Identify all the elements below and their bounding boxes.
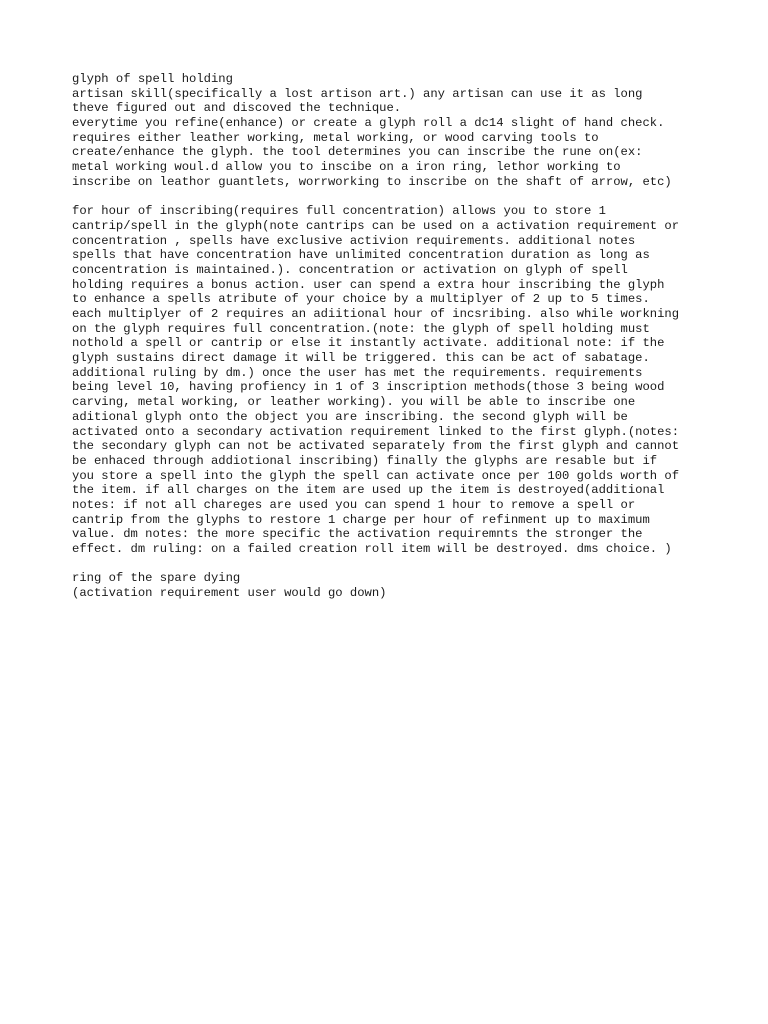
text-line: holding requires a bonus action. user can spend a extra hour inscribing the glyph <box>72 277 665 292</box>
document-body <box>72 72 712 615</box>
text-line: create/enhance the glyph. the tool determines you can inscribe the rune on(ex: <box>72 145 643 160</box>
text-line: concentration , spells have exclusive activion requirements. additional notes <box>72 233 636 248</box>
text-line: for hour of inscribing(requires full concentration) allows you to store 1 <box>72 204 606 219</box>
text-line: effect. dm ruling: on a failed creation roll item will be destroyed. dms choice. ) <box>72 542 672 556</box>
text-line: on the glyph requires full concentration.(note: the glyph of spell holding must <box>72 321 650 336</box>
text-line: nothold a spell or cantrip or else it instantly activate. additional note: if the <box>72 336 665 351</box>
text-line: the item. if all charges on the item are used up the item is destroyed(additional <box>72 483 665 498</box>
text-line: metal working woul.d allow you to inscibe on a iron ring, lethor working to <box>72 160 621 175</box>
text-line: everytime you refine(enhance) or create a glyph roll a dc14 slight of hand check. <box>72 116 665 131</box>
text-line: additional ruling by dm.) once the user has met the requirements. requirements <box>72 365 643 380</box>
paragraph <box>72 571 712 600</box>
text-line: you store a spell into the glyph the spell can activate once per 100 golds worth of <box>72 468 680 483</box>
text-line: glyph of spell holding <box>72 72 233 86</box>
text-line: (activation requirement user would go down) <box>72 586 387 601</box>
text-line: activated onto a secondary activation requirement linked to the first glyph.(notes: <box>72 424 680 439</box>
text-line: notes: if not all chareges are used you can spend 1 hour to remove a spell or <box>72 497 636 512</box>
text-line: concentration is maintained.). concentration or activation on glyph of spell <box>72 262 628 277</box>
text-line: inscribe on leathor guantlets, worrworking to inscribe on the shaft of arrow, etc) <box>72 174 672 189</box>
text-line: aditional glyph onto the object you are inscribing. the second glyph will be <box>72 409 628 424</box>
text-line: carving, metal working, or leather working). you will be able to inscribe one <box>72 395 636 410</box>
text-line: to enhance a spells atribute of your choice by a multiplyer of 2 up to 5 times. <box>72 292 650 307</box>
text-line: requires either leather working, metal working, or wood carving tools to <box>72 130 599 145</box>
text-line: artisan skill(specifically a lost artison art.) any artisan can use it as long <box>72 86 643 101</box>
paragraph <box>72 204 712 557</box>
text-line: value. dm notes: the more specific the activation requiremnts the stronger the <box>72 527 643 542</box>
text-line: ring of the spare dying <box>72 571 241 586</box>
text-line: cantrip from the glyphs to restore 1 charge per hour of refinment up to maximum <box>72 512 650 527</box>
text-line: cantrip/spell in the glyph(note cantrips can be used on a activation requirement or <box>72 218 680 233</box>
text-line: the secondary glyph can not be activated separately from the first glyph and cannot <box>72 439 680 454</box>
text-line: each multiplyer of 2 requires an adiitional hour of incsribing. also while workning <box>72 307 680 321</box>
text-line: theve figured out and discoved the technique. <box>72 101 402 116</box>
paragraph <box>72 72 712 190</box>
text-line: glyph sustains direct damage it will be triggered. this can be act of sabatage. <box>72 351 650 366</box>
text-line: be enhaced through addiotional inscribing) finally the glyphs are resable but if <box>72 453 658 468</box>
text-line: being level 10, having profiency in 1 of 3 inscription methods(those 3 being wood <box>72 380 665 395</box>
text-line: spells that have concentration have unlimited concentration duration as long as <box>72 248 650 263</box>
